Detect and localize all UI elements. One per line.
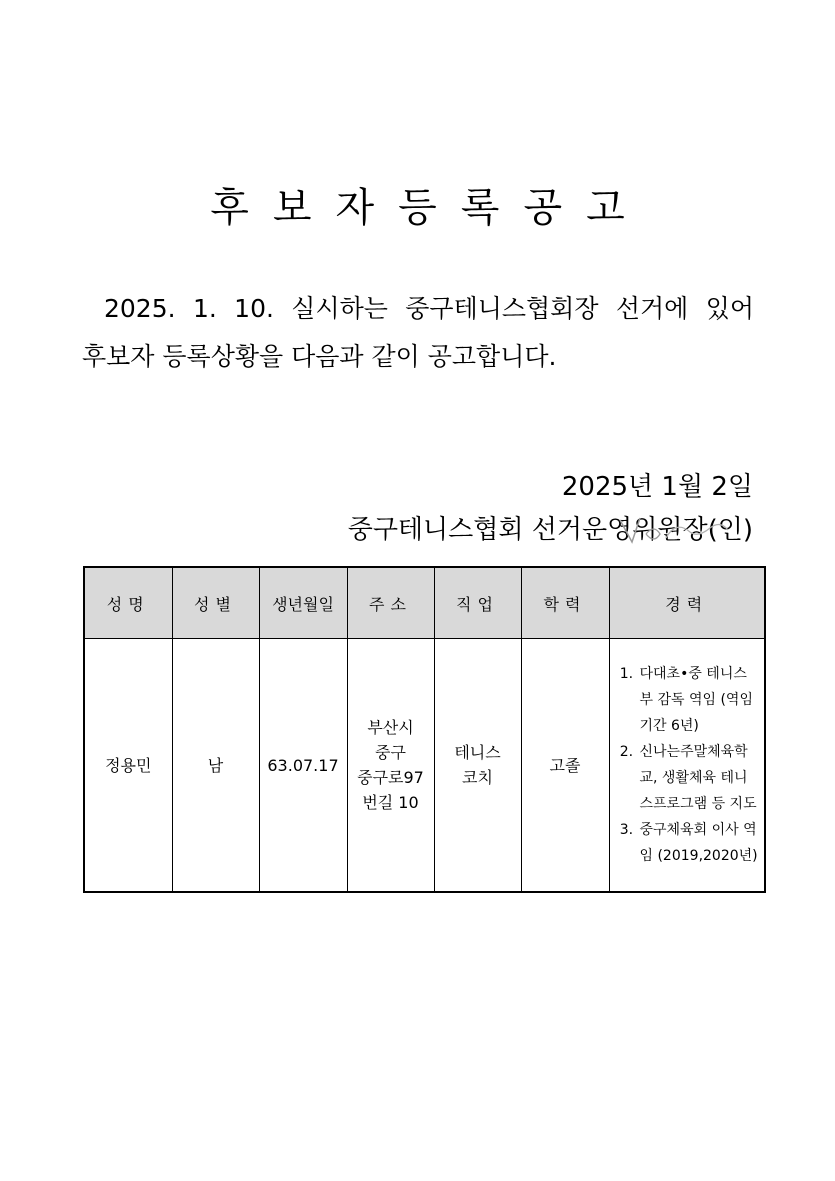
career-item: 2. 신나는주말체육학교, 생활체육 테니스프로그램 등 지도 (638, 739, 759, 817)
address-line: 번길 10 (362, 793, 419, 812)
job-line: 테니스 (454, 743, 501, 762)
job-line: 코치 (462, 768, 493, 787)
announcement-date: 2025년 1월 2일 (561, 472, 753, 502)
header-gender: 성별 (172, 567, 259, 639)
career-item: 1. 다대초•중 테니스부 감독 역임 (역임기간 6년) (638, 661, 759, 739)
signature-seal (610, 508, 740, 552)
candidate-table (83, 566, 766, 893)
address-line: 중구 (375, 743, 406, 762)
cell-birth: 63.07.17 (259, 639, 347, 893)
career-item: 3. 중구체육회 이사 역임 (2019,2020년) (638, 817, 759, 869)
header-birth: 생년월일 (259, 567, 347, 639)
intro-line-1: 2025. 1. 10. 실시하는 중구테니스협회장 선거에 있어 (104, 294, 754, 323)
cell-name: 정용민 (84, 639, 172, 893)
cell-job (434, 639, 521, 893)
address-line: 부산시 (367, 718, 414, 737)
header-education: 학력 (521, 567, 609, 639)
header-address: 주소 (347, 567, 434, 639)
cell-gender: 남 (172, 639, 259, 893)
document-title: 후보자등록공고 (210, 185, 649, 231)
issuing-organization: 중구테니스협회 선거운영위원장(인) (347, 515, 753, 545)
cell-address (347, 639, 434, 893)
address-line: 중구로97 (357, 768, 424, 787)
header-career: 경력 (609, 567, 765, 639)
table-header-row (84, 567, 765, 639)
career-list (616, 661, 759, 869)
cell-career (609, 639, 765, 893)
intro-line-2: 후보자 등록상황을 다음과 같이 공고합니다. (82, 342, 557, 371)
header-job: 직업 (434, 567, 521, 639)
intro-paragraph (82, 285, 754, 381)
cell-education: 고졸 (521, 639, 609, 893)
header-name: 성명 (84, 567, 172, 639)
table-row (84, 639, 765, 893)
